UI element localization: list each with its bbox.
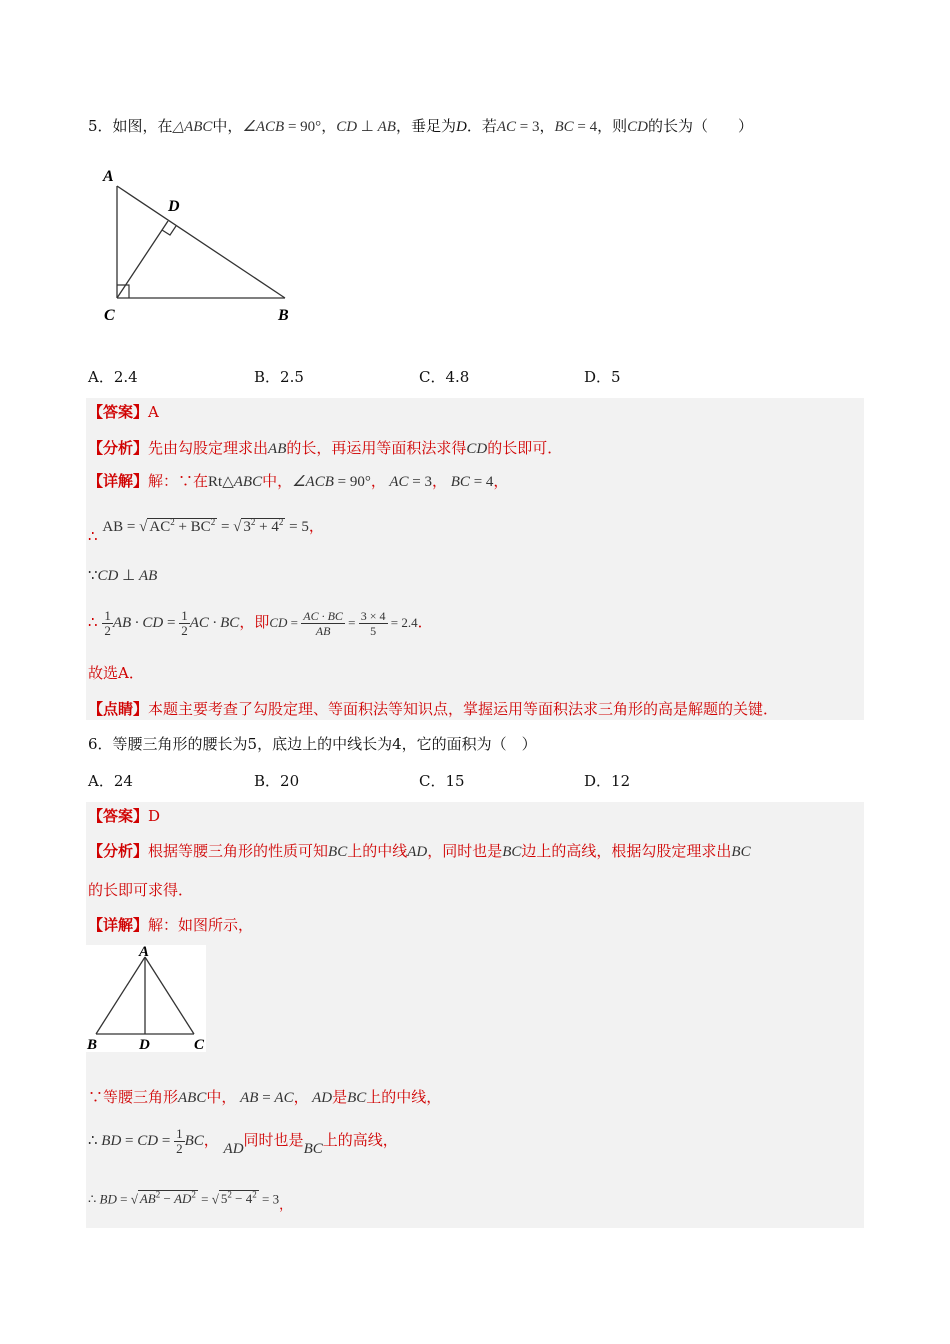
q5-analysis: 【分析】先由勾股定理求出AB的长，再运用等面积法求得CD的长即可． [88,439,563,457]
q6-label-a: A [139,945,150,960]
q6-analysis-line-2: 的长即可求得． [88,881,194,899]
q6-detail-line-2: ∵等腰三角形ABC中， AB = AC， AD是BC上的中线， [88,1088,442,1106]
q5-answer: 【答案】A [88,403,159,421]
q6-detail-line-4: ∴ BD = √ $AB^2 - AD^2$ = √ $5^2 - 4^2 = 3$， [88,1190,293,1214]
q5-detail-line-2: ∴ AB = √ $AC^2 + BC^2$ = √ $3^2 + 4^2 = 5$， [88,517,324,545]
q6-analysis-line-1: 【分析】根据等腰三角形的性质可知BC上的中线AD，同时也是BC边上的高线，根据勾股定理求出BC [88,842,751,860]
q6-label-d: D [139,1037,150,1052]
q6-label-c: C [194,1037,205,1052]
q5-label-c: C [104,307,115,324]
q5-detail-line-4: ∴ $\frac{1}{2}$ AB · CD = $\frac{1}{2}$ AC · BC，即CD = $\frac{AC \cdot BC}{AB}$ = $\frac{3 \times 4}{5}$ = 2.4． [88,607,433,638]
q5-detail-line-3: ∵CD ⊥ AB [88,568,158,584]
q5-option-b: B．2.5 [254,368,304,386]
q6-detail-line-3: ∴ BD = CD = $\frac{1}{2}$ BC， AD同时也是BC上的高线， [88,1125,398,1157]
q5-label-d: D [168,198,180,215]
q5-side-ab [117,186,285,298]
q6-answer: 【答案】D [88,807,161,825]
q5-label-b: B [278,307,289,324]
q5-label-a: A [103,168,114,185]
q6-label-b: B [87,1037,98,1052]
q5-detail-line-1: 【详解】解：∵在Rt△ABC中，∠ACB = 90°， AC = 3， BC = 4， [88,472,509,490]
q6-triangle-figure [86,945,206,1052]
q5-conclusion: 故选A． [88,664,144,682]
q6-side-ac [145,957,194,1034]
q6-detail-line-1: 【详解】解：如图所示， [88,916,254,934]
q6-option-c: C．15 [419,772,465,790]
q5-triangle-figure [95,160,305,330]
q5-option-d: D．5 [584,368,621,386]
q6-option-b: B．20 [254,772,300,790]
q5-option-a: A．2.4 [88,368,138,386]
q6-option-d: D．12 [584,772,631,790]
q6-stem: 6．等腰三角形的腰长为5，底边上的中线长为4，它的面积为（ ） [88,735,537,753]
q5-comment: 【点睛】本题主要考查了勾股定理、等面积法等知识点，掌握运用等面积法求三角形的高是解题的关键． [88,700,779,718]
q5-option-c: C．4.8 [419,368,470,386]
q5-stem: 5．如图，在△ABC中，∠ACB = 90°，CD ⊥ AB，垂足为D．若AC = 3，BC = 4，则CD的长为（ ） [88,117,753,135]
q6-option-a: A．24 [88,772,133,790]
q6-side-ab [96,957,145,1034]
q5-altitude-cd [117,221,168,298]
